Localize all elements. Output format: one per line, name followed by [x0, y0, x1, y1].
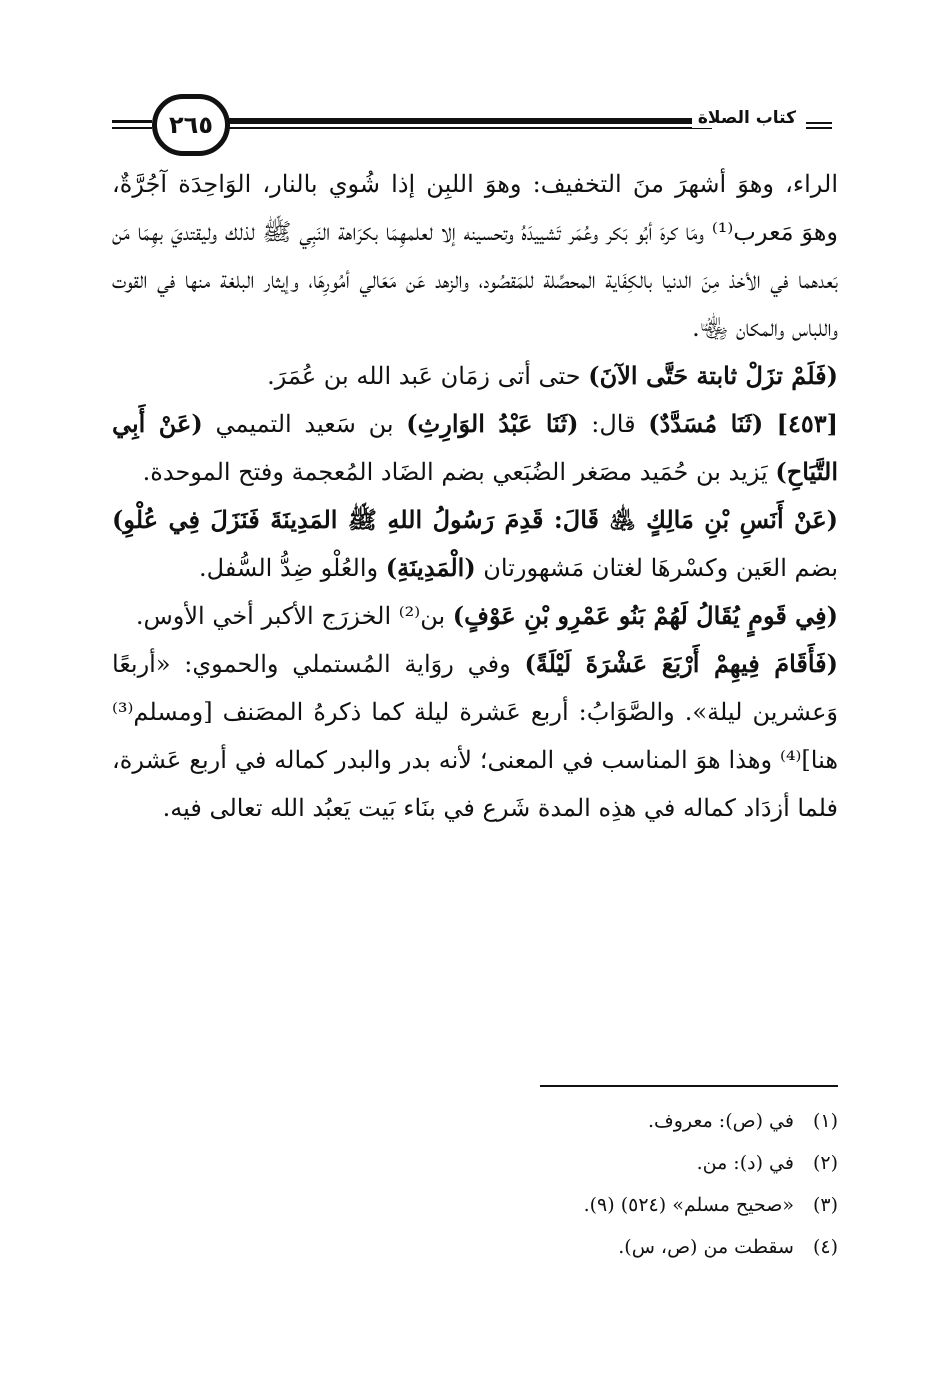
running-title: كتاب الصلاة: [692, 108, 802, 128]
paragraph: (فِي قَومٍ يُقَالُ لَهُمْ بَنُو عَمْرِو بْنِ عَوْفٍ) بن⁽²⁾ الخزرَج الأكبر أخي الأوس.: [135, 601, 838, 630]
paragraph: (فَلَمْ تزَلْ ثابتة حَتَّى الآنَ) حتى أتى زمَان عَبد الله بن عُمَرَ.: [267, 361, 838, 390]
paragraph: (فَأَقَامَ فِيهِمْ أَرْبَعَ عَشْرَةَ لَيْلَةً) وفي روَاية المُستملي والحموي: «أربعًا وَعشرين ليلة». والصَّوَابُ: أربع عَشرة ليلة كما ذكرهُ المصَنف [ومسلم⁽³⁾ هنا]⁽⁴⁾ وهذا هوَ المناسب في المعنى؛ لأنه بدر والبدر كماله في أربع عَشرة، فلما أزدَاد كماله في هذِه المدة شَرع في بنَاء بَيت يَعبُد الله تعالى فيه.: [112, 649, 838, 822]
footnote: (١) في (ص): معروف.: [648, 1110, 838, 1132]
main-text: [112, 160, 838, 832]
header-rule: [806, 127, 832, 129]
page-number: ٢٦٥: [152, 94, 230, 156]
paragraph: [٤٥٣] (ثَنَا مُسَدَّدٌ) قال: (ثَنَا عَبْدُ الوَارِثِ) بن سَعيد التميمي (عَنْ أَبِي التَّيَاحِ) يَزيد بن حُمَيد مصَغر الضُبَعي بضم الضَاد المُعجمة وفتح الموحدة.: [112, 409, 839, 486]
header-rule: [112, 120, 152, 123]
paragraph: الراء، وهوَ أشهرَ منَ التخفيف: وهوَ اللبِن إذا شُوي بالنار، الوَاحِدَة آجُرَّةٌ، وهوَ مَعرب⁽¹⁾ ومَا كرهَ أبُو بَكر وعُمَر تَشييدَهُ وتحسينه إلا لعلمهِمَا بكرَاهة النَبِي ﷺ لذلك وليقتديَ بهِمَا مَن بَعدهما في الأخذ مِنَ الدنيا بالكِفَاية المحصِّلة للمَقصُود، والزهد عَن مَعَالي أمُورِهَا، وإيثار البلغة منها في القوت واللباس والمكان ﵄.: [112, 170, 839, 342]
footnotes: [400, 1100, 838, 1268]
page-header: [112, 90, 832, 160]
header-rule: [112, 127, 152, 129]
header-rule: [222, 118, 712, 124]
header-rule: [806, 122, 832, 124]
footnote: (٤) سقطت من (ص، س).: [618, 1236, 838, 1258]
footnote: (٣) «صحيح مسلم» (٥٢٤) (٩).: [583, 1194, 838, 1216]
paragraph: (عَنْ أَنَسِ بْنِ مَالِكٍ ﵁ قَالَ: قَدِمَ رَسُولُ اللهِ ﷺ المَدِينَةَ فَنَزَلَ فِي عُلْوِ) بضم العَين وكسْرهَا لغتان مَشهورتان (الْمَدِينَةِ) والعُلْو ضِدُّ السُّفل.: [112, 505, 838, 582]
footnote: (٢) في (د): من.: [696, 1152, 838, 1174]
header-rule: [222, 127, 712, 129]
footnote-divider: [540, 1085, 838, 1087]
